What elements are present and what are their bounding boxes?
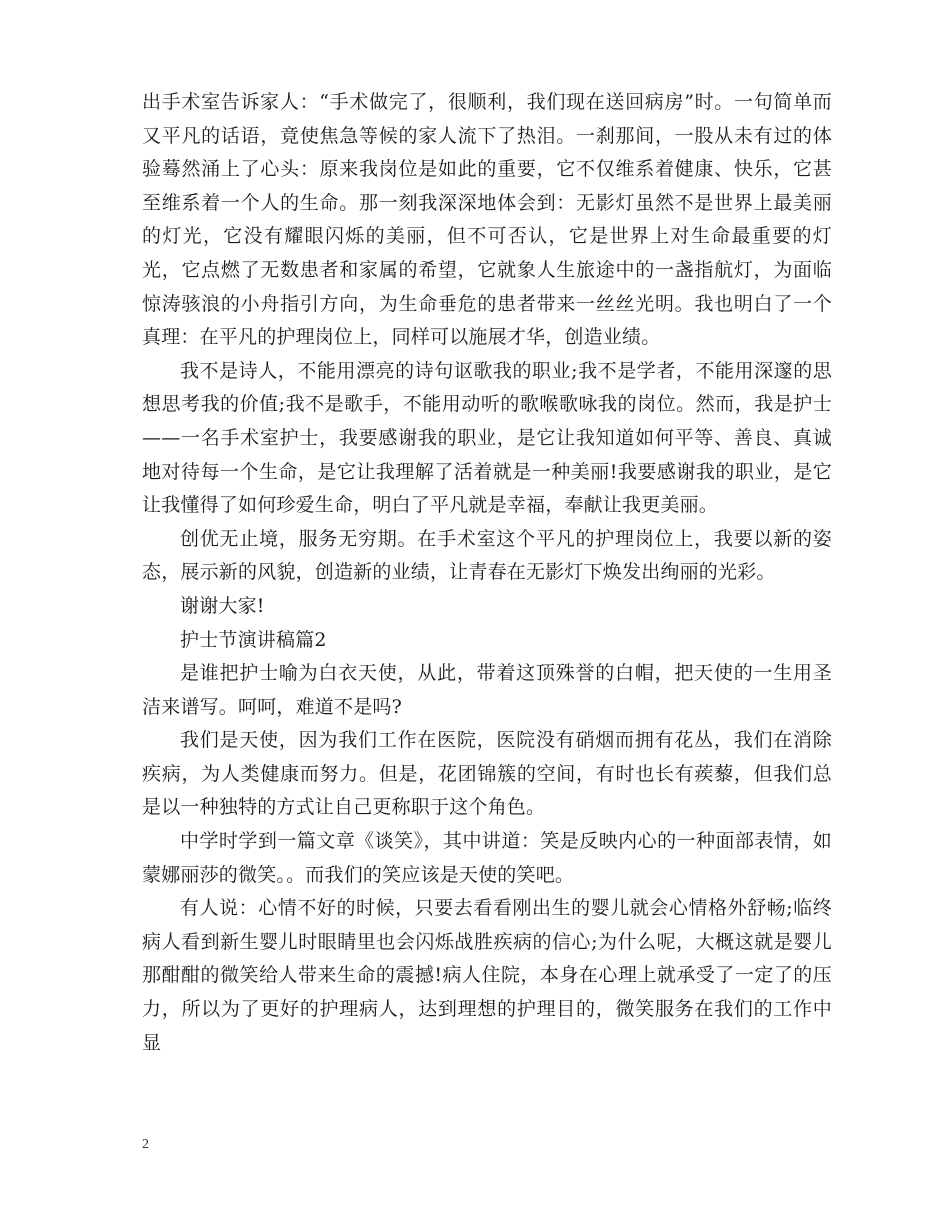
- paragraph: 我不是诗人，不能用漂亮的诗句讴歌我的职业;我不是学者，不能用深邃的思想思考我的价值;我不是歌手，不能用动听的歌喉歌咏我的岗位。然而，我是护士——一名手术室护士，我要感谢我的职业，是它让我知道如何平等、善良、真诚地对待每一个生命，是它让我理解了活着就是一种美丽!我要感谢我的职业，是它让我懂得了如何珍爱生命，明白了平凡就是幸福，奉献让我更美丽。: [142, 359, 832, 517]
- paragraph: 有人说：心情不好的时候，只要去看看刚出生的婴儿就会心情格外舒畅;临终病人看到新生婴儿时眼睛里也会闪烁战胜疾病的信心;为什么呢，大概这就是婴儿那酣酣的微笑给人带来生命的震撼!病人住院，本身在心理上就承受了一定了的压力，所以为了更好的护理病人，达到理想的护理目的，微笑服务在我们的工作中显: [142, 897, 832, 1054]
- section-heading: 护士节演讲稿篇2: [180, 628, 327, 651]
- paragraph: 中学时学到一篇文章《谈笑》，其中讲道：笑是反映内心的一种面部表情，如蒙娜丽莎的微笑。。而我们的笑应该是天使的笑吧。: [142, 830, 832, 886]
- page-number: 2: [142, 1137, 149, 1152]
- paragraph: 是谁把护士喻为白衣天使，从此，带着这顶殊誉的白帽，把天使的一生用圣洁来谱写。呵呵，难道不是吗?: [142, 662, 832, 718]
- paragraph: 创优无止境，服务无穷期。在手术室这个平凡的护理岗位上，我要以新的姿态，展示新的风貌，创造新的业绩，让青春在无影灯下焕发出绚丽的光彩。: [142, 527, 832, 584]
- document-body: [142, 86, 832, 1060]
- paragraph: 谢谢大家!: [180, 594, 265, 617]
- paragraph: 出手术室告诉家人：“手术做完了，很顺利，我们现在送回病房”时。一句简单而又平凡的话语，竟使焦急等候的家人流下了热泪。一刹那间，一股从未有过的体验蓦然涌上了心头：原来我岗位是如此的重要，它不仅维系着健康、快乐，它甚至维系着一个人的生命。那一刻我深深地体会到：无影灯虽然不是世界上最美丽的灯光，它没有耀眼闪烁的美丽，但不可否认，它是世界上对生命最重要的灯光，它点燃了无数患者和家属的希望，它就象人生旅途中的一盏指航灯，为面临惊涛骇浪的小舟指引方向，为生命垂危的患者带来一丝丝光明。我也明白了一个真理：在平凡的护理岗位上，同样可以施展才华，创造业绩。: [142, 91, 832, 349]
- paragraph: 我们是天使，因为我们工作在医院，医院没有硝烟而拥有花丛，我们在消除疾病，为人类健康而努力。但是，花团锦簇的空间，有时也长有蒺藜，但我们总是以一种独特的方式让自己更称职于这个角色。: [142, 729, 832, 819]
